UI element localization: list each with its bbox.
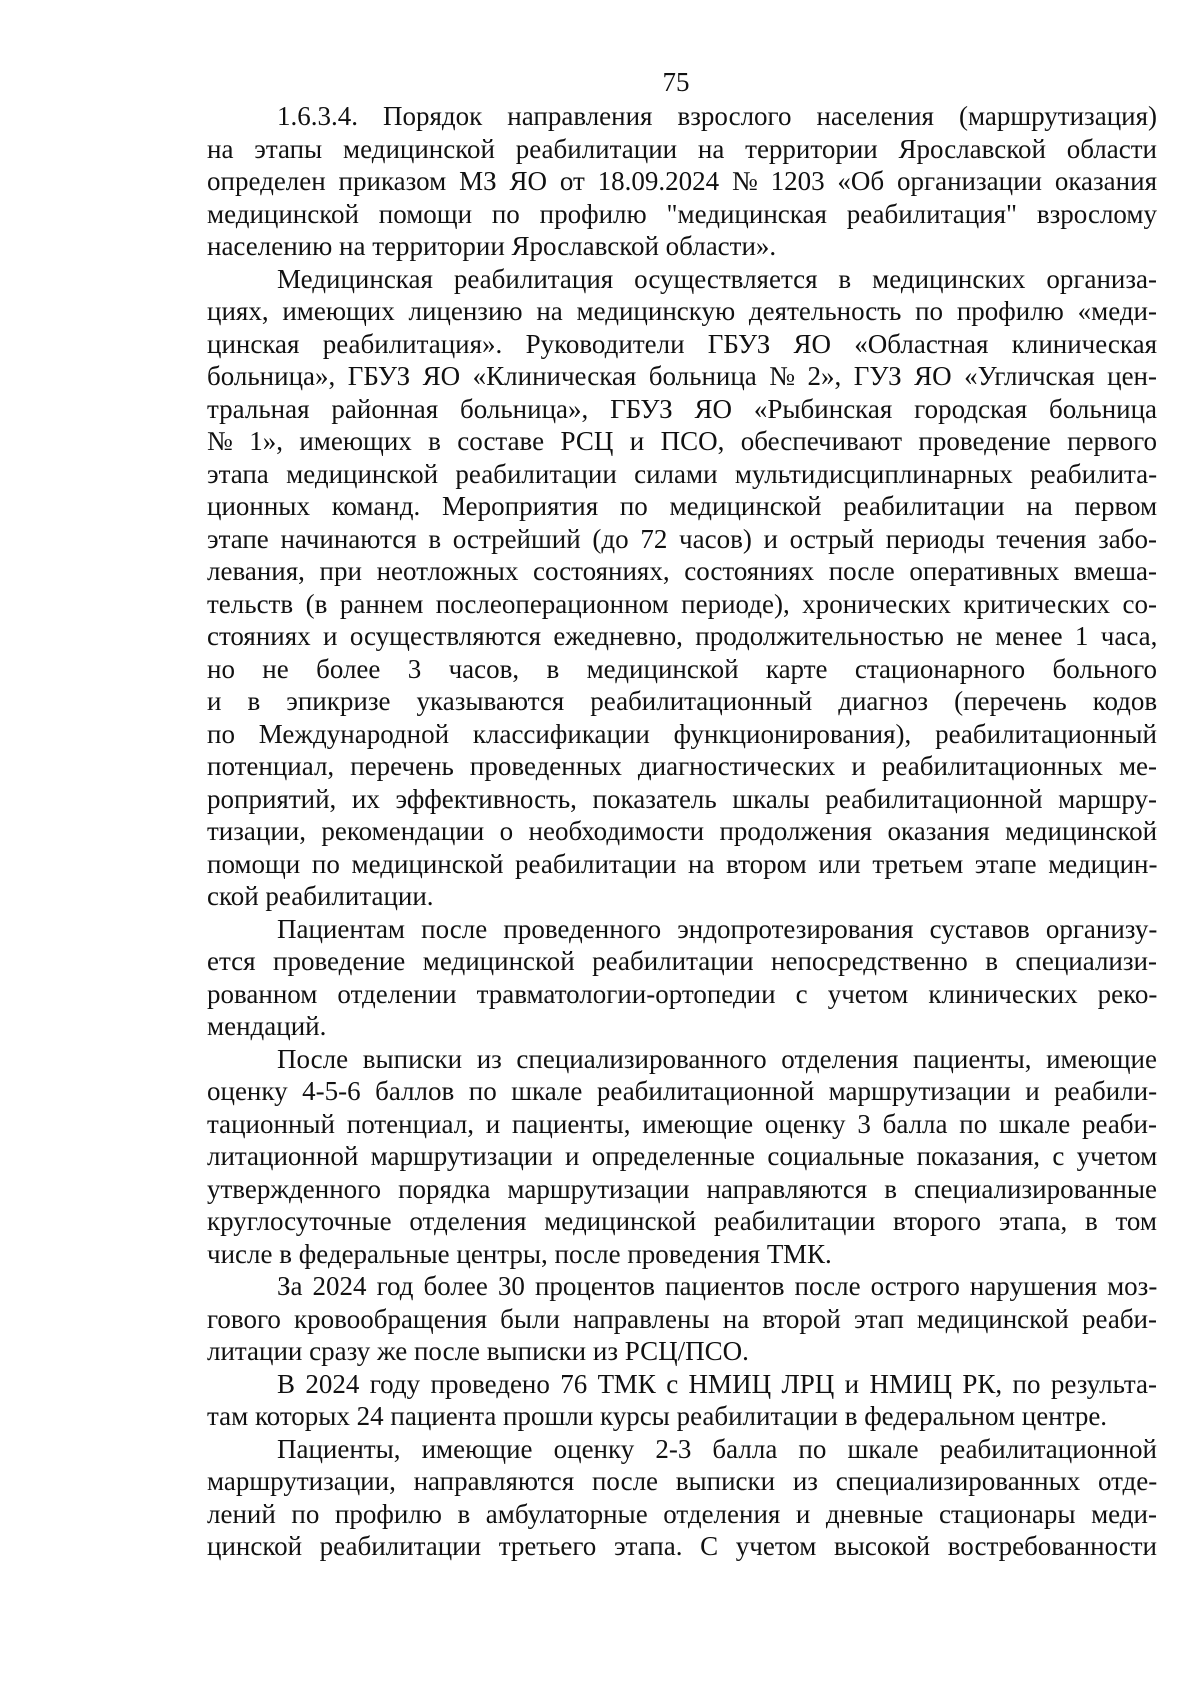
text-line: цинской реабилитации третьего этапа. С учетом высокой востребованности <box>207 1531 1157 1561</box>
text-line: числе в федеральные центры, после проведения ТМК. <box>207 1238 832 1269</box>
text-line: циях, имеющих лицензию на медицинскую деятельность по профилю «меди- <box>207 296 1157 326</box>
text-line: За 2024 год более 30 процентов пациентов после острого нарушения моз- <box>277 1271 1158 1301</box>
text-line: этапе начинаются в острейший (до 72 часов) и острый периоды течения забо- <box>207 523 1157 554</box>
text-line: этапа медицинской реабилитации силами мультидисциплинарных реабилита- <box>207 458 1158 489</box>
text-line: Пациенты, имеющие оценку 2-3 балла по шкале реабилитационной <box>277 1433 1157 1464</box>
text-line: цинская реабилитация». Руководители ГБУЗ ЯО «Областная клиническая <box>207 328 1157 359</box>
text-line: лений по профилю в амбулаторные отделения и дневные стационары меди- <box>207 1498 1157 1529</box>
text-line: Пациентам после проведенного эндопротезирования суставов организу- <box>277 913 1158 944</box>
text-line: населению на территории Ярославской области». <box>207 231 777 261</box>
text-line: ционных команд. Мероприятия по медицинской реабилитации на первом <box>207 491 1158 521</box>
text-line: тационный потенциал, и пациенты, имеющие оценку 3 балла по шкале реаби- <box>207 1108 1157 1139</box>
text-line: тельств (в раннем послеоперационном периоде), хронических критических со- <box>207 588 1157 619</box>
text-line: маршрутизации, направляются после выписки из специализированных отде- <box>207 1466 1158 1496</box>
text-line: рованном отделении травматологии-ортопедии с учетом клинических реко- <box>207 978 1158 1009</box>
text-line: но не более 3 часов, в медицинской карте стационарного больного <box>207 653 1157 684</box>
paragraph <box>207 100 1157 263</box>
text-line: роприятий, их эффективность, показатель шкалы реабилитационной маршру- <box>207 783 1157 814</box>
text-line: В 2024 году проведено 76 ТМК с НМИЦ ЛРЦ и НМИЦ РК, по результа- <box>277 1368 1157 1399</box>
text-line: мендаций. <box>207 1011 327 1041</box>
text-line: утвержденного порядка маршрутизации направляются в специализированные <box>207 1173 1157 1204</box>
text-line: оценку 4-5-6 баллов по шкале реабилитационной маршрутизации и реабили- <box>207 1076 1158 1106</box>
text-line: помощи по медицинской реабилитации на втором или третьем этапе медицин- <box>207 848 1158 879</box>
text-line: там которых 24 пациента прошли курсы реабилитации в федеральном центре. <box>207 1401 1108 1431</box>
text-line: определен приказом МЗ ЯО от 18.09.2024 № 1203 «Об организации оказания <box>207 166 1157 196</box>
text-line: и в эпикризе указываются реабилитационный диагноз (перечень кодов <box>207 686 1158 716</box>
text-line: круглосуточные отделения медицинской реабилитации второго этапа, в том <box>207 1206 1157 1236</box>
body-text <box>207 100 1157 1563</box>
text-line: по Международной классификации функционирования), реабилитационный <box>207 718 1157 749</box>
text-line: литации сразу же после выписки из РСЦ/ПСО. <box>207 1336 749 1366</box>
paragraph <box>207 1368 1157 1433</box>
page-number: 75 <box>662 67 690 97</box>
text-line: После выписки из специализированного отделения пациенты, имеющие <box>277 1043 1157 1074</box>
paragraph <box>207 1043 1157 1271</box>
paragraph <box>207 1433 1157 1563</box>
text-line: литационной маршрутизации и определенные социальные показания, с учетом <box>207 1141 1158 1171</box>
text-line: ской реабилитации. <box>207 881 434 911</box>
text-line: тизации, рекомендации о необходимости продолжения оказания медицинской <box>207 816 1158 846</box>
text-line: Медицинская реабилитация осуществляется в медицинских организа- <box>277 263 1157 294</box>
paragraph <box>207 913 1157 1043</box>
text-line: тральная районная больница», ГБУЗ ЯО «Рыбинская городская больница <box>207 393 1158 424</box>
text-line: медицинской помощи по профилю "медицинская реабилитация" взрослому <box>207 198 1157 229</box>
text-line: стояниях и осуществляются ежедневно, продолжительностью не менее 1 часа, <box>207 621 1158 651</box>
text-line: гового кровообращения были направлены на второй этап медицинской реаби- <box>207 1303 1157 1334</box>
text-line: № 1», имеющих в составе РСЦ и ПСО, обеспечивают проведение первого <box>207 426 1157 456</box>
paragraph <box>207 263 1157 913</box>
paragraph <box>207 1270 1157 1368</box>
text-line: 1.6.3.4. Порядок направления взрослого населения (маршрутизация) <box>277 101 1157 131</box>
text-line: на этапы медицинской реабилитации на территории Ярославской области <box>207 133 1157 164</box>
text-line: больница», ГБУЗ ЯО «Клиническая больница № 2», ГУЗ ЯО «Угличская цен- <box>207 361 1157 391</box>
text-line: потенциал, перечень проведенных диагностических и реабилитационных ме- <box>207 751 1158 781</box>
text-line: ется проведение медицинской реабилитации непосредственно в специализи- <box>207 946 1157 976</box>
text-line: левания, при неотложных состояниях, состояниях после оперативных вмеша- <box>207 556 1157 586</box>
